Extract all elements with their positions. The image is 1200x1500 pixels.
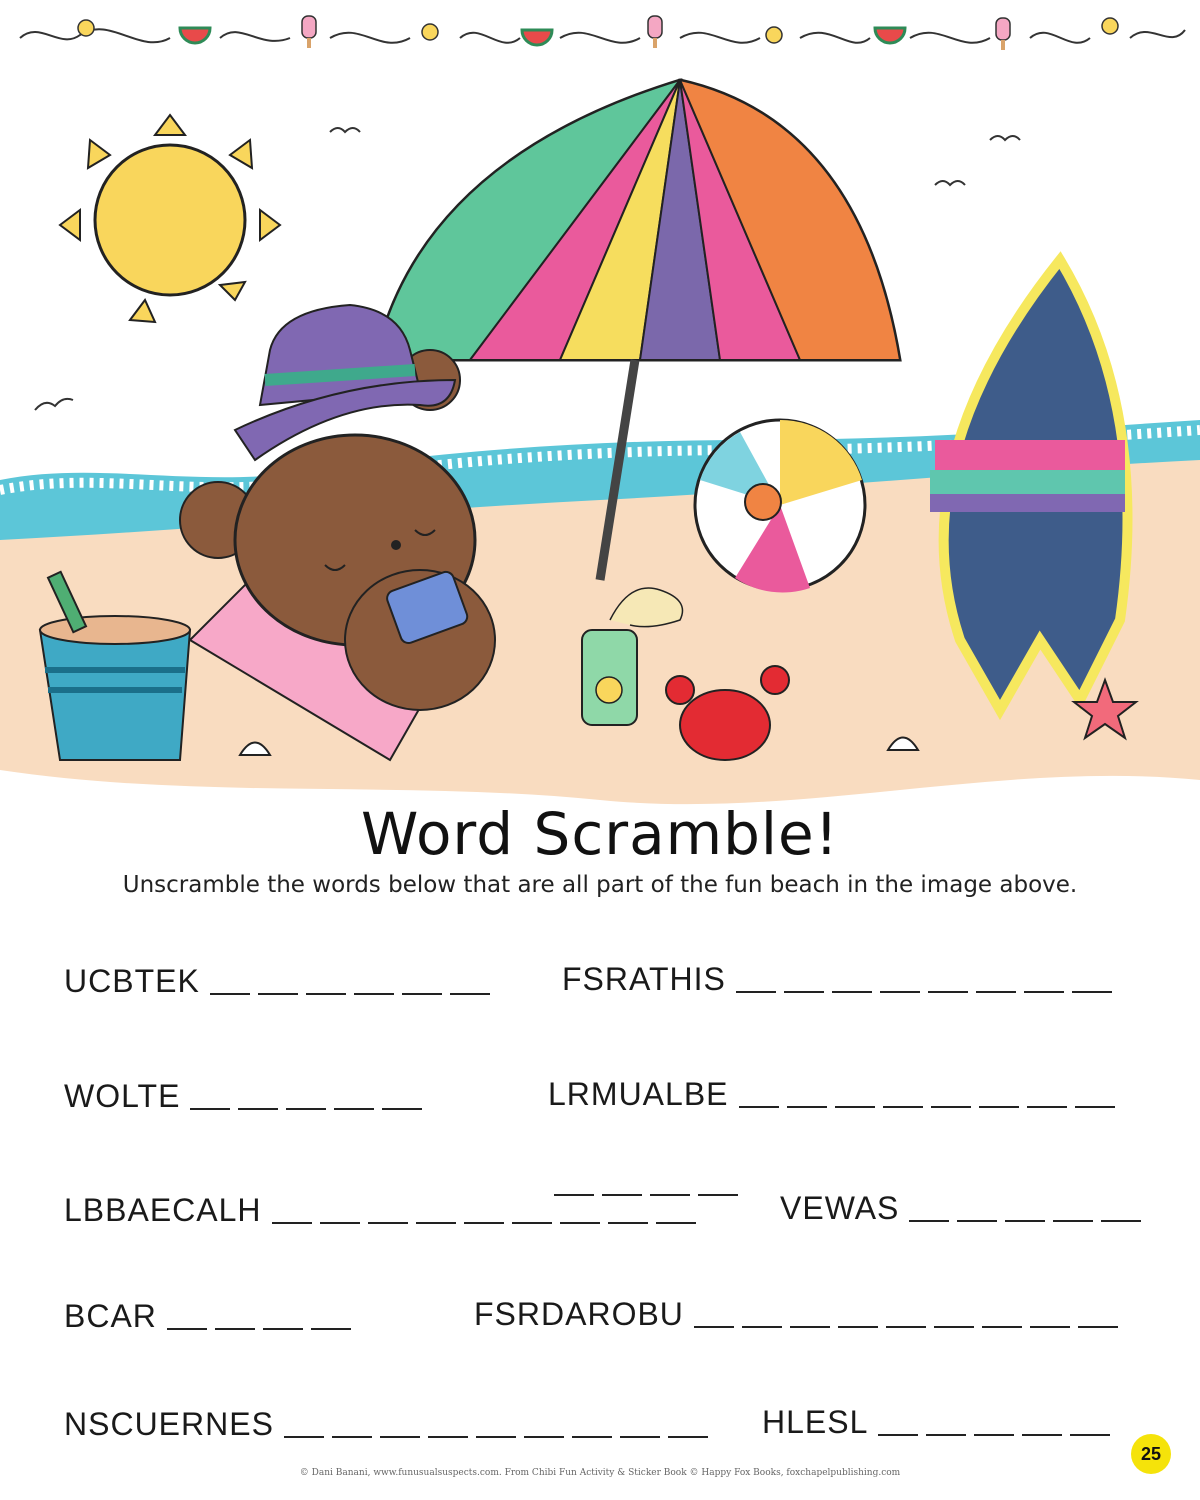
scramble-row xyxy=(474,1298,1118,1330)
scramble-row xyxy=(64,1080,422,1112)
scrambled-word: FSRDAROBU xyxy=(474,1296,684,1332)
answer-blank[interactable] xyxy=(334,1108,374,1110)
answer-blank[interactable] xyxy=(835,1106,875,1108)
answer-blank[interactable] xyxy=(790,1326,830,1328)
scrambled-word: WOLTE xyxy=(64,1078,181,1114)
sun-icon xyxy=(78,18,1118,43)
answer-blank[interactable] xyxy=(608,1222,648,1224)
answer-blank[interactable] xyxy=(286,1108,326,1110)
scrambled-word: UCBTEK xyxy=(64,963,200,999)
answer-blank[interactable] xyxy=(1070,1434,1110,1436)
copyright-footer: © Dani Banani, www.funusualsuspects.com. From Chibi Fun Activity & Sticker Book © Happy Fox Books, foxchapelpublishing.com xyxy=(299,1468,901,1478)
answer-blank[interactable] xyxy=(838,1326,878,1328)
instructions: Unscramble the words below that are all part of the fun beach in the image above. xyxy=(122,872,1078,898)
answer-blank[interactable] xyxy=(1101,1220,1141,1222)
answer-blank[interactable] xyxy=(668,1436,708,1438)
scramble-row xyxy=(64,1194,696,1226)
scrambled-word: HLESL xyxy=(762,1404,869,1440)
answer-blank[interactable] xyxy=(957,1220,997,1222)
answer-blank[interactable] xyxy=(1053,1220,1093,1222)
answer-blanks[interactable] xyxy=(736,991,1112,995)
answer-blank[interactable] xyxy=(428,1436,468,1438)
scramble-row xyxy=(64,1408,708,1440)
answer-blank[interactable] xyxy=(306,993,346,995)
answer-blank[interactable] xyxy=(878,1434,918,1436)
answer-blank[interactable] xyxy=(402,993,442,995)
answer-blank[interactable] xyxy=(650,1194,690,1196)
answer-blank[interactable] xyxy=(832,991,872,993)
scrambled-word: FSRATHIS xyxy=(562,961,726,997)
answer-blanks[interactable] xyxy=(694,1326,1118,1330)
answer-blank[interactable] xyxy=(926,1434,966,1436)
answer-blank[interactable] xyxy=(560,1222,600,1224)
answer-blank[interactable] xyxy=(1005,1220,1045,1222)
scramble-row xyxy=(762,1406,1110,1438)
answer-blank[interactable] xyxy=(263,1328,303,1330)
answer-blank[interactable] xyxy=(736,991,776,993)
answer-blanks[interactable] xyxy=(739,1106,1115,1110)
answer-blank[interactable] xyxy=(1022,1434,1062,1436)
answer-blank[interactable] xyxy=(1027,1106,1067,1108)
answer-blank[interactable] xyxy=(368,1222,408,1224)
answer-blank[interactable] xyxy=(883,1106,923,1108)
answer-blanks[interactable] xyxy=(554,1194,738,1198)
answer-blank[interactable] xyxy=(416,1222,456,1224)
answer-blank[interactable] xyxy=(602,1194,642,1196)
answer-blank[interactable] xyxy=(934,1326,974,1328)
answer-blank[interactable] xyxy=(476,1436,516,1438)
answer-blank[interactable] xyxy=(320,1222,360,1224)
answer-blank[interactable] xyxy=(210,993,250,995)
scrambled-word: BCAR xyxy=(64,1298,157,1334)
scramble-row xyxy=(562,963,1112,995)
answer-blanks-extra[interactable] xyxy=(554,1194,738,1198)
answer-blank[interactable] xyxy=(620,1436,660,1438)
answer-blank[interactable] xyxy=(1078,1326,1118,1328)
answer-blank[interactable] xyxy=(928,991,968,993)
answer-blank[interactable] xyxy=(450,993,490,995)
answer-blank[interactable] xyxy=(909,1220,949,1222)
sun-icon xyxy=(60,115,280,322)
answer-blank[interactable] xyxy=(1075,1106,1115,1108)
answer-blank[interactable] xyxy=(332,1436,372,1438)
answer-blank[interactable] xyxy=(880,991,920,993)
answer-blank[interactable] xyxy=(976,991,1016,993)
answer-blanks[interactable] xyxy=(909,1220,1141,1224)
answer-blank[interactable] xyxy=(190,1108,230,1110)
answer-blank[interactable] xyxy=(512,1222,552,1224)
answer-blank[interactable] xyxy=(739,1106,779,1108)
answer-blank[interactable] xyxy=(784,991,824,993)
answer-blank[interactable] xyxy=(167,1328,207,1330)
scrambled-word: LRMUALBE xyxy=(548,1076,729,1112)
answer-blank[interactable] xyxy=(284,1436,324,1438)
answer-blank[interactable] xyxy=(272,1222,312,1224)
answer-blank[interactable] xyxy=(1072,991,1112,993)
page-number-badge: 25 xyxy=(1131,1434,1171,1474)
scramble-row xyxy=(780,1192,1141,1224)
answer-blank[interactable] xyxy=(974,1434,1014,1436)
answer-blank[interactable] xyxy=(1024,991,1064,993)
answer-blanks[interactable] xyxy=(878,1434,1110,1438)
answer-blanks[interactable] xyxy=(190,1108,422,1112)
scramble-row xyxy=(548,1078,1115,1110)
answer-blank[interactable] xyxy=(656,1222,696,1224)
scrambled-word: VEWAS xyxy=(780,1190,900,1226)
answer-blank[interactable] xyxy=(886,1326,926,1328)
answer-blanks[interactable] xyxy=(210,993,490,997)
scramble-row xyxy=(64,1300,351,1332)
answer-blank[interactable] xyxy=(464,1222,504,1224)
watermelon-icon xyxy=(180,28,905,45)
answer-blank[interactable] xyxy=(787,1106,827,1108)
answer-blank[interactable] xyxy=(931,1106,971,1108)
beach-ball-icon xyxy=(695,420,865,593)
answer-blank[interactable] xyxy=(979,1106,1019,1108)
answer-blank[interactable] xyxy=(354,993,394,995)
answer-blank[interactable] xyxy=(382,1108,422,1110)
answer-blank[interactable] xyxy=(982,1326,1022,1328)
scrambled-word: NSCUERNES xyxy=(64,1406,274,1442)
answer-blank[interactable] xyxy=(554,1194,594,1196)
answer-blank[interactable] xyxy=(258,993,298,995)
answer-blank[interactable] xyxy=(742,1326,782,1328)
surfboard-icon xyxy=(930,260,1128,710)
beach-illustration xyxy=(0,60,1200,830)
answer-blank[interactable] xyxy=(215,1328,255,1330)
answer-blank[interactable] xyxy=(524,1436,564,1438)
answer-blanks[interactable] xyxy=(167,1328,351,1332)
answer-blank[interactable] xyxy=(380,1436,420,1438)
scramble-row xyxy=(64,965,490,997)
answer-blank[interactable] xyxy=(238,1108,278,1110)
answer-blanks[interactable] xyxy=(284,1436,708,1440)
answer-blanks[interactable] xyxy=(272,1222,696,1226)
answer-blank[interactable] xyxy=(1030,1326,1070,1328)
answer-blank[interactable] xyxy=(311,1328,351,1330)
answer-blank[interactable] xyxy=(694,1326,734,1328)
answer-blank[interactable] xyxy=(572,1436,612,1438)
scrambled-word: LBBAECALH xyxy=(64,1192,262,1228)
answer-blank[interactable] xyxy=(698,1194,738,1196)
page-title: Word Scramble! xyxy=(361,800,839,868)
